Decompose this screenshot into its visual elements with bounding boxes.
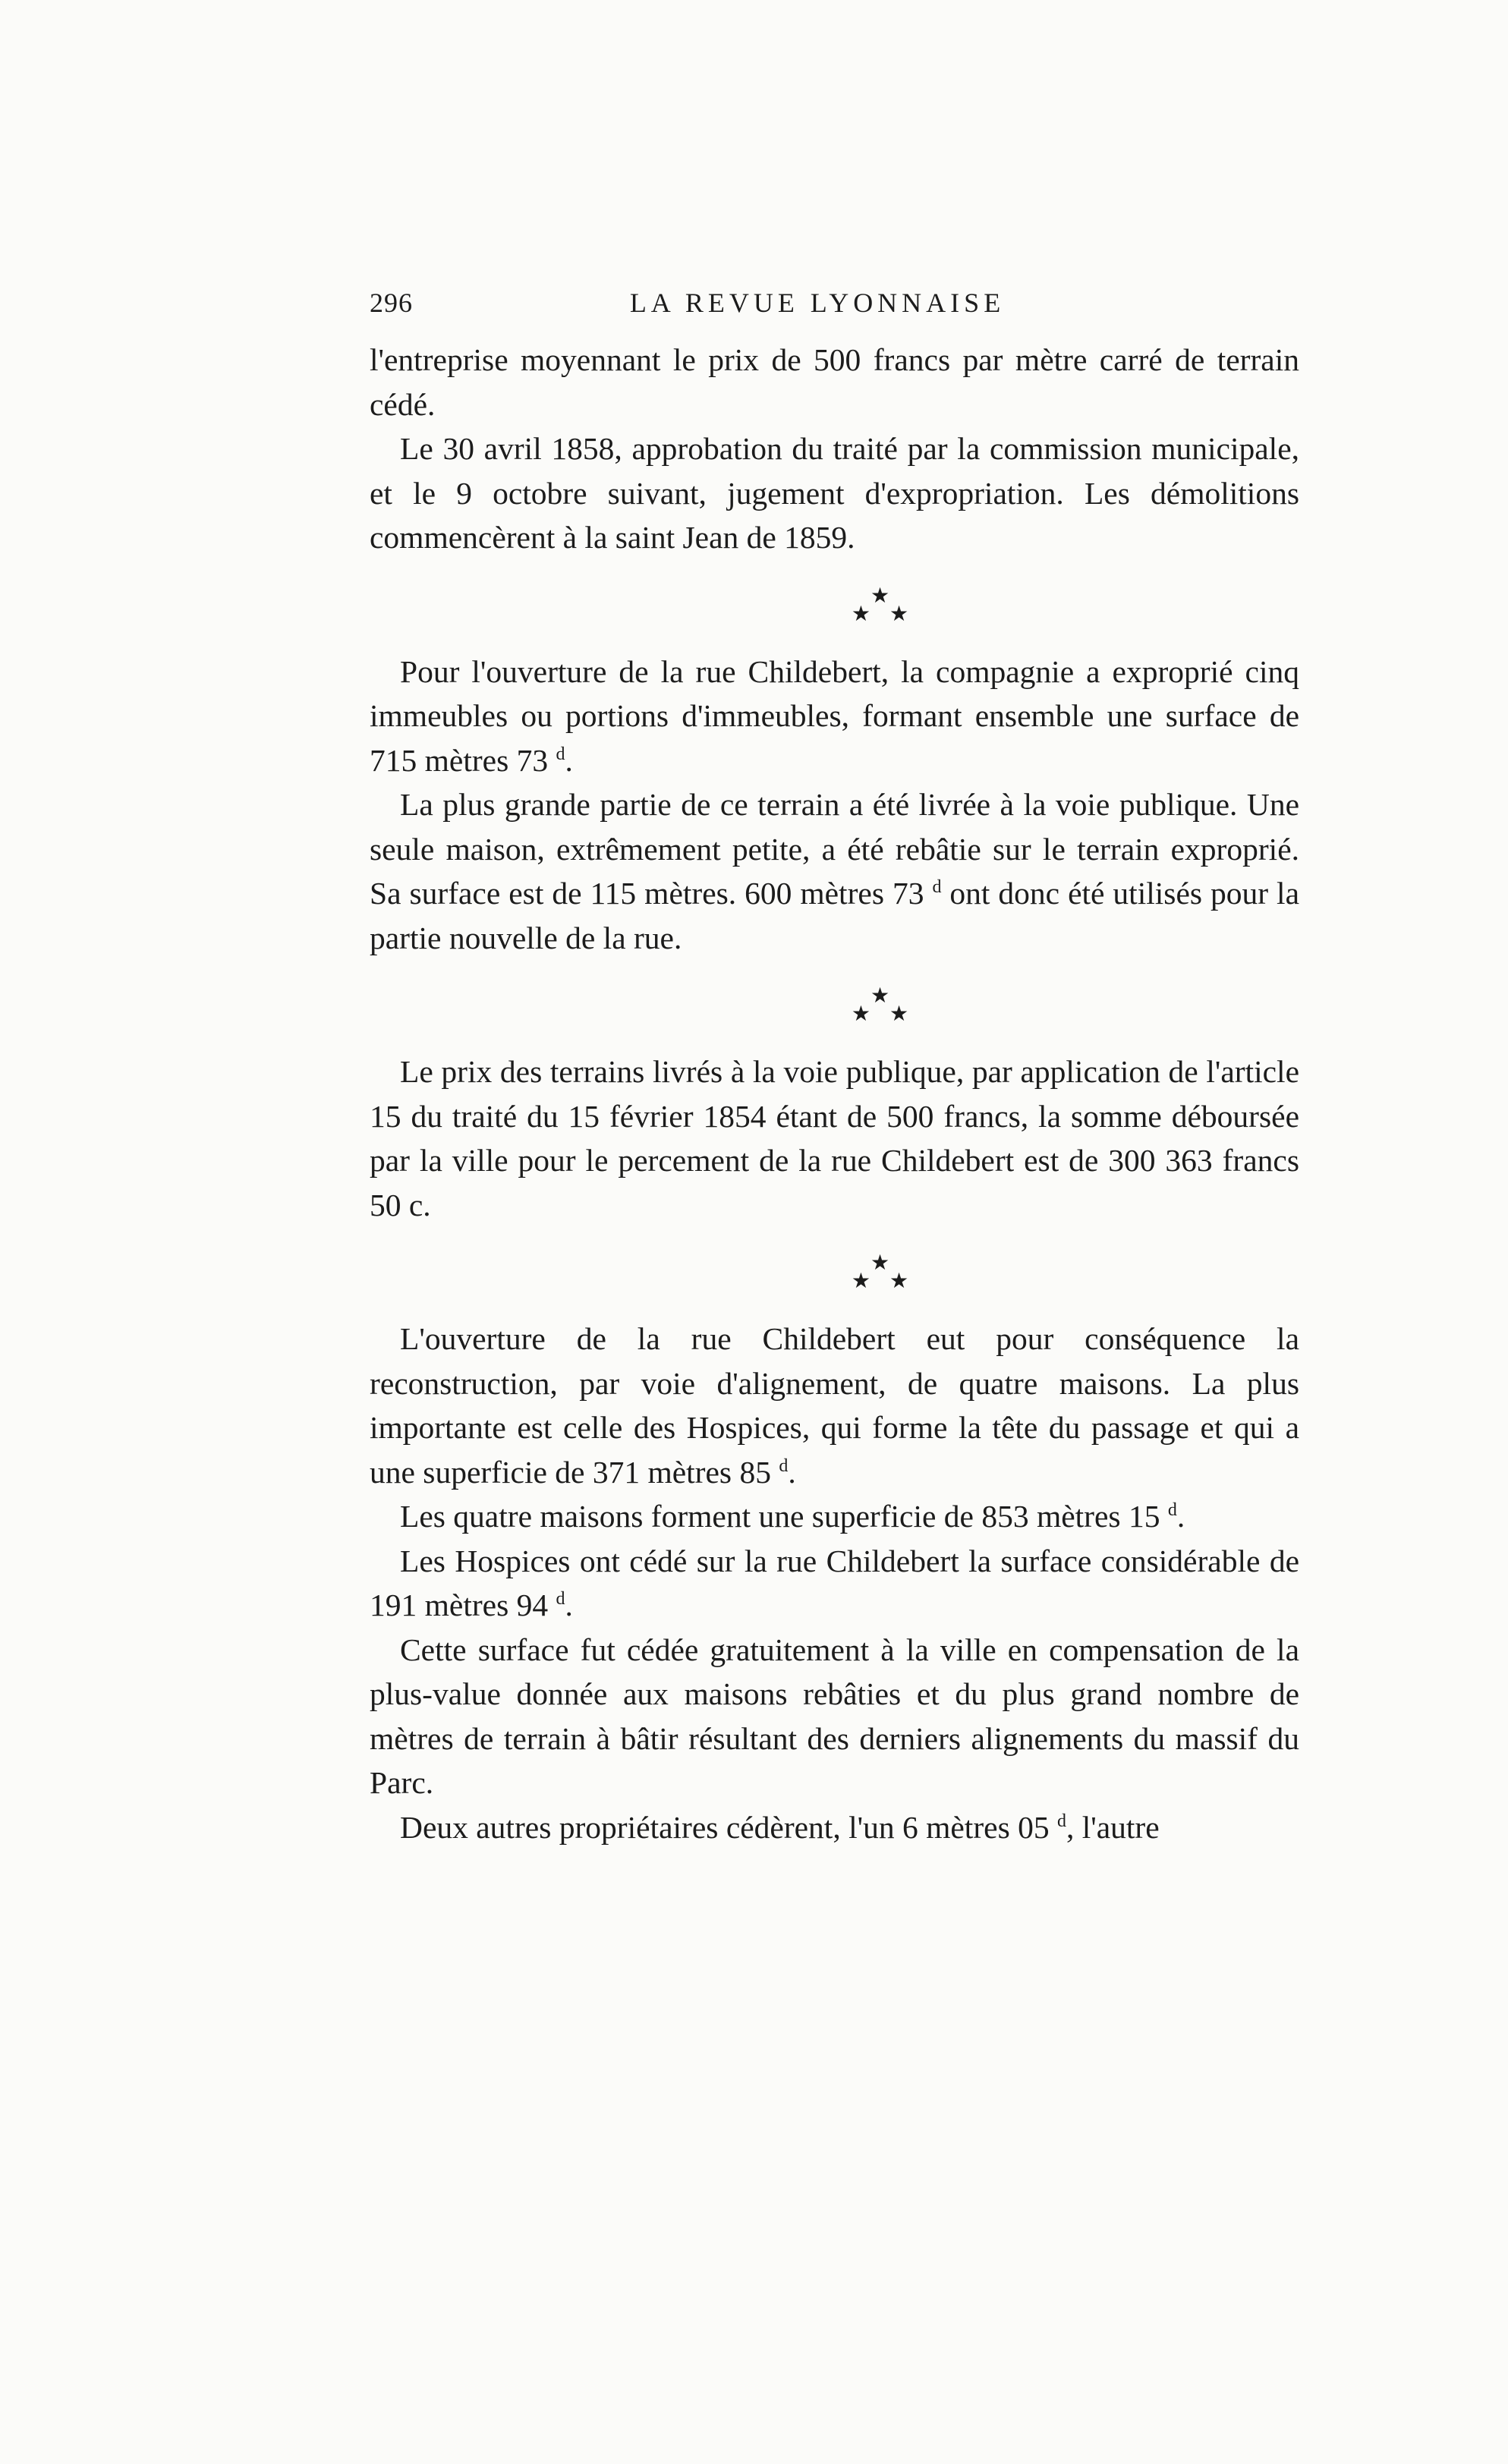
running-header	[370, 287, 1265, 332]
paragraph: Le prix des terrains livrés à la voie publique, par application de l'article 15 du traité du 15 février 1854 étant de 500 francs, la somme déboursée par la ville pour le percement de la rue Childebert est de 300 363 francs 50 c.	[370, 1054, 1299, 1223]
paragraph-continuation: l'entreprise moyennant le prix de 500 francs par mètre carré de terrain cédé.	[370, 342, 1299, 422]
section-separator	[461, 960, 1299, 1049]
star-icon: ★	[870, 984, 890, 1008]
article-body	[370, 338, 1299, 1849]
section-separator	[461, 1227, 1299, 1317]
paragraph: Les quatre maisons forment une superficie de 853 mètres 15 $^d$.	[400, 1499, 1185, 1534]
section-separator	[461, 560, 1299, 650]
star-icon: ★	[870, 1251, 890, 1275]
paragraph: Deux autres propriétaires cédèrent, l'un 6 mètres 05 $^d$, l'autre	[400, 1809, 1160, 1845]
page-number: 296	[370, 288, 413, 318]
running-title: LA REVUE LYONNAISE	[629, 288, 1006, 318]
paragraph: Les Hospices ont cédé sur la rue Childebert la surface considérable de 191 mètres 94 $^d$.	[370, 1543, 1299, 1622]
paragraph: L'ouverture de la rue Childebert eut pour conséquence la reconstruction, par voie d'alignement, de quatre maisons. La plus importante est celle des Hospices, qui forme la tête du passage et qui a une superficie de 371 mètres 85 $^d$.	[370, 1321, 1299, 1490]
star-icon: ★	[889, 602, 909, 626]
paragraph: Pour l'ouverture de la rue Childebert, la compagnie a exproprié cinq immeubles ou portions d'immeubles, formant ensemble une surface de 715 mètres 73 $^d$.	[370, 653, 1299, 778]
star-icon: ★	[870, 584, 890, 608]
star-icon: ★	[851, 1002, 870, 1026]
star-icon: ★	[851, 1270, 870, 1293]
paragraph: La plus grande partie de ce terrain a été livrée à la voie publique. Une seule maison, extrêmement petite, a été rebâtie sur le terrain exproprié. Sa surface est de 115 mètres. 600 mètres 73 $^d$ ont donc été utilisés pour la partie nouvelle de la rue.	[370, 787, 1299, 955]
star-icon: ★	[851, 602, 870, 626]
star-icon: ★	[889, 1270, 909, 1293]
paragraph: Le 30 avril 1858, approbation du traité par la commission municipale, et le 9 octobre suivant, jugement d'expropriation. Les démolitions commencèrent à la saint Jean de 1859.	[370, 431, 1299, 555]
paragraph: Cette surface fut cédée gratuitement à la ville en compensation de la plus-value donnée aux maisons rebâties et du plus grand nombre de mètres de terrain à bâtir résultant des derniers alignements du massif du Parc.	[370, 1632, 1299, 1800]
star-icon: ★	[889, 1002, 909, 1026]
